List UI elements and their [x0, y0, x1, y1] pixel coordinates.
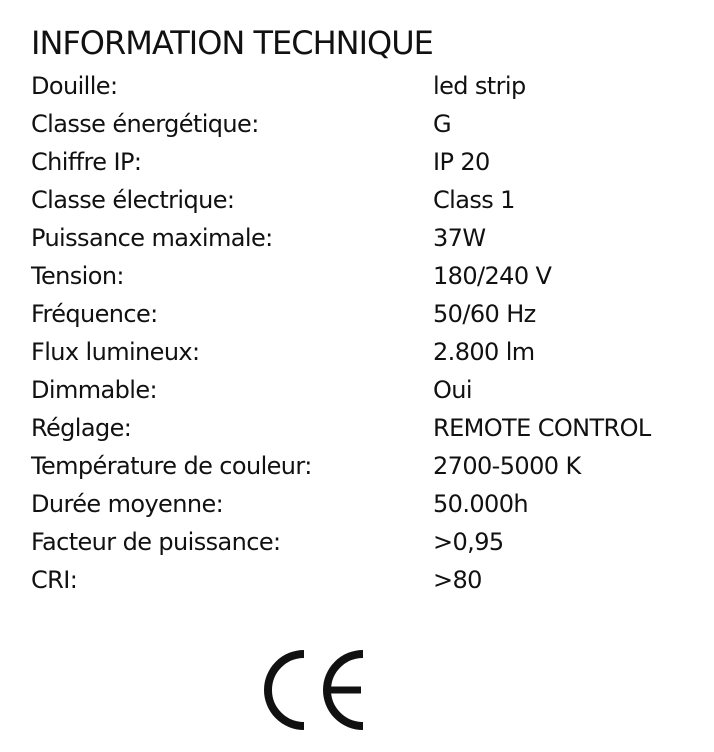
spec-label: Durée moyenne: [31, 490, 224, 518]
spec-label: Classe énergétique: [31, 110, 259, 138]
spec-value: led strip [433, 72, 526, 100]
spec-row [31, 447, 711, 485]
spec-label: Flux lumineux: [31, 338, 200, 366]
spec-row [31, 333, 711, 371]
spec-label: Classe électrique: [31, 186, 235, 214]
spec-value: 2.800 lm [433, 338, 535, 366]
spec-value: >0,95 [433, 528, 504, 556]
spec-value: 50/60 Hz [433, 300, 536, 328]
spec-row [31, 561, 711, 599]
spec-label: Puissance maximale: [31, 224, 273, 252]
spec-label: Tension: [31, 262, 124, 290]
spec-label: Facteur de puissance: [31, 528, 281, 556]
spec-row [31, 257, 711, 295]
spec-row [31, 485, 711, 523]
spec-value: IP 20 [433, 148, 490, 176]
ce-mark-icon [260, 648, 370, 732]
spec-label: CRI: [31, 566, 78, 594]
spec-label: Température de couleur: [31, 452, 312, 480]
spec-label: Réglage: [31, 414, 132, 442]
spec-row [31, 523, 711, 561]
spec-row [31, 409, 711, 447]
spec-row [31, 67, 711, 105]
spec-value: Oui [433, 376, 472, 404]
spec-value: 37W [433, 224, 486, 252]
spec-table [31, 67, 711, 599]
spec-row [31, 143, 711, 181]
spec-row [31, 295, 711, 333]
spec-label: Dimmable: [31, 376, 157, 404]
spec-label: Chiffre IP: [31, 148, 142, 176]
spec-row [31, 219, 711, 257]
page-title: INFORMATION TECHNIQUE [31, 24, 433, 63]
spec-row [31, 371, 711, 409]
spec-value: REMOTE CONTROL [433, 414, 651, 442]
spec-row [31, 105, 711, 143]
spec-value: Class 1 [433, 186, 515, 214]
spec-label: Fréquence: [31, 300, 158, 328]
spec-value: G [433, 110, 451, 138]
spec-label: Douille: [31, 72, 118, 100]
spec-value: 2700-5000 K [433, 452, 581, 480]
spec-value: 50.000h [433, 490, 528, 518]
spec-value: >80 [433, 566, 482, 594]
spec-value: 180/240 V [433, 262, 552, 290]
spec-row [31, 181, 711, 219]
